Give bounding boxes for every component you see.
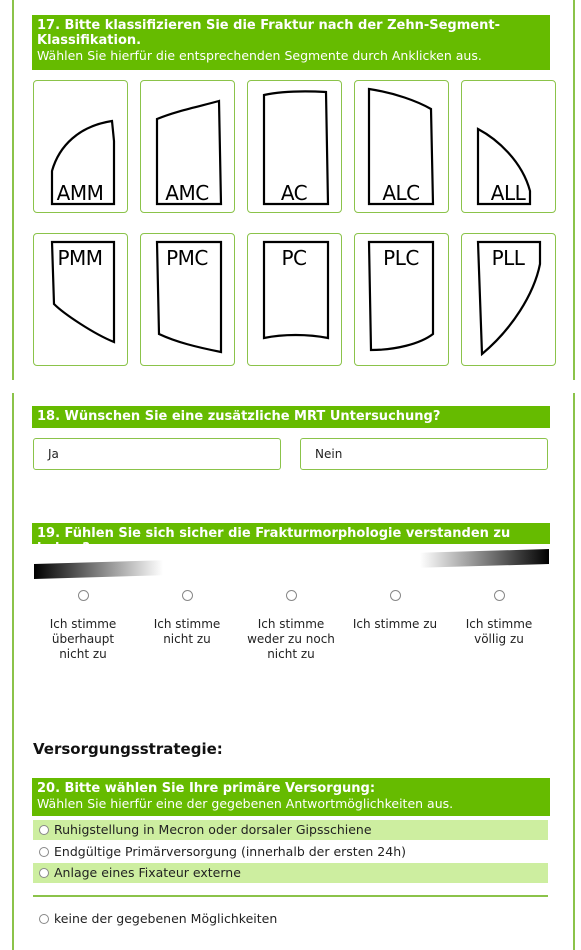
answer-yes-label: Ja	[48, 447, 59, 461]
segment-label: PC	[281, 246, 307, 270]
section-border-left	[12, 0, 14, 380]
likert-radio-5[interactable]	[494, 590, 505, 601]
treatment-radio-3[interactable]	[39, 868, 49, 878]
likert-radio-2[interactable]	[182, 590, 193, 601]
treatment-label-1: Ruhigstellung in Mecron oder dorsaler Gipsschiene	[54, 822, 372, 837]
segment-amc[interactable]	[140, 80, 235, 213]
question-19-header	[32, 523, 550, 556]
likert-label-2: Ich stimme nicht zu	[153, 617, 221, 646]
agreement-gradient-scale	[34, 549, 549, 579]
treatment-radio-2[interactable]	[39, 847, 49, 857]
strategy-heading: Versorgungsstrategie:	[33, 740, 223, 758]
segment-all[interactable]	[461, 80, 556, 213]
likert-option-5[interactable]	[454, 586, 544, 647]
question-20-title: 20. Bitte wählen Sie Ihre primäre Versorgung:	[37, 781, 376, 796]
segment-pmm[interactable]	[33, 233, 128, 366]
treatment-radio-none[interactable]	[39, 914, 49, 924]
segment-label: PLL	[491, 246, 525, 270]
likert-radio-1[interactable]	[78, 590, 89, 601]
question-19-title: 19. Fühlen Sie sich sicher die Frakturmorphologie verstanden zu haben?	[37, 526, 511, 556]
question-17-title: 17. Bitte klassifizieren Sie die Fraktur nach der Zehn-Segment-Klassifikation.	[37, 18, 500, 48]
segment-label: AC	[280, 181, 308, 205]
treatment-radio-1[interactable]	[39, 825, 49, 835]
likert-option-3[interactable]	[246, 586, 336, 662]
segment-plc[interactable]	[354, 233, 449, 366]
segment-label: PMC	[166, 246, 208, 270]
answer-no-button[interactable]	[300, 438, 548, 470]
treatment-option-3[interactable]	[33, 863, 548, 883]
treatment-option-1[interactable]	[33, 820, 548, 840]
treatment-label-3: Anlage eines Fixateur externe	[54, 865, 241, 880]
segment-label: AMC	[165, 181, 209, 205]
question-17-header	[32, 15, 550, 70]
segment-label: ALL	[490, 181, 526, 205]
options-divider	[33, 895, 548, 897]
likert-option-2[interactable]	[142, 586, 232, 647]
segment-alc[interactable]	[354, 80, 449, 213]
segment-pmc[interactable]	[140, 233, 235, 366]
question-20-header	[32, 778, 550, 816]
likert-label-3: Ich stimme weder zu noch nicht zu	[247, 617, 335, 661]
segment-label: AMM	[56, 181, 104, 205]
answer-yes-button[interactable]	[33, 438, 281, 470]
answer-no-label: Nein	[315, 447, 343, 461]
question-18-header	[32, 406, 550, 428]
likert-label-5: Ich stimme völlig zu	[465, 617, 533, 646]
segment-label: ALC	[382, 181, 420, 205]
segment-label: PMM	[57, 246, 103, 270]
likert-radio-4[interactable]	[390, 590, 401, 601]
question-18-title: 18. Wünschen Sie eine zusätzliche MRT Untersuchung?	[37, 409, 441, 424]
treatment-label-none: keine der gegebenen Möglichkeiten	[54, 911, 278, 926]
likert-option-4[interactable]	[350, 586, 440, 632]
segment-pll[interactable]	[461, 233, 556, 366]
likert-radio-3[interactable]	[286, 590, 297, 601]
question-20-subtitle: Wählen Sie hierfür eine der gegebenen Antwortmöglichkeiten aus.	[37, 796, 454, 811]
likert-label-4: Ich stimme zu	[352, 617, 438, 631]
segment-pc[interactable]	[247, 233, 342, 366]
segment-ac[interactable]	[247, 80, 342, 213]
segment-amm[interactable]	[33, 80, 128, 213]
likert-option-1[interactable]	[38, 586, 128, 662]
treatment-option-none[interactable]	[33, 909, 548, 929]
treatment-option-2[interactable]	[33, 842, 548, 862]
likert-label-1: Ich stimme überhaupt nicht zu	[49, 617, 117, 661]
section-border-right	[573, 0, 575, 380]
treatment-label-2: Endgültige Primärversorgung (innerhalb der ersten 24h)	[54, 844, 406, 859]
segment-label: PLC	[383, 246, 419, 270]
question-17-subtitle: Wählen Sie hierfür die entsprechenden Segmente durch Anklicken aus.	[37, 48, 482, 63]
section-border-right	[573, 393, 575, 950]
section-border-left	[12, 393, 14, 950]
